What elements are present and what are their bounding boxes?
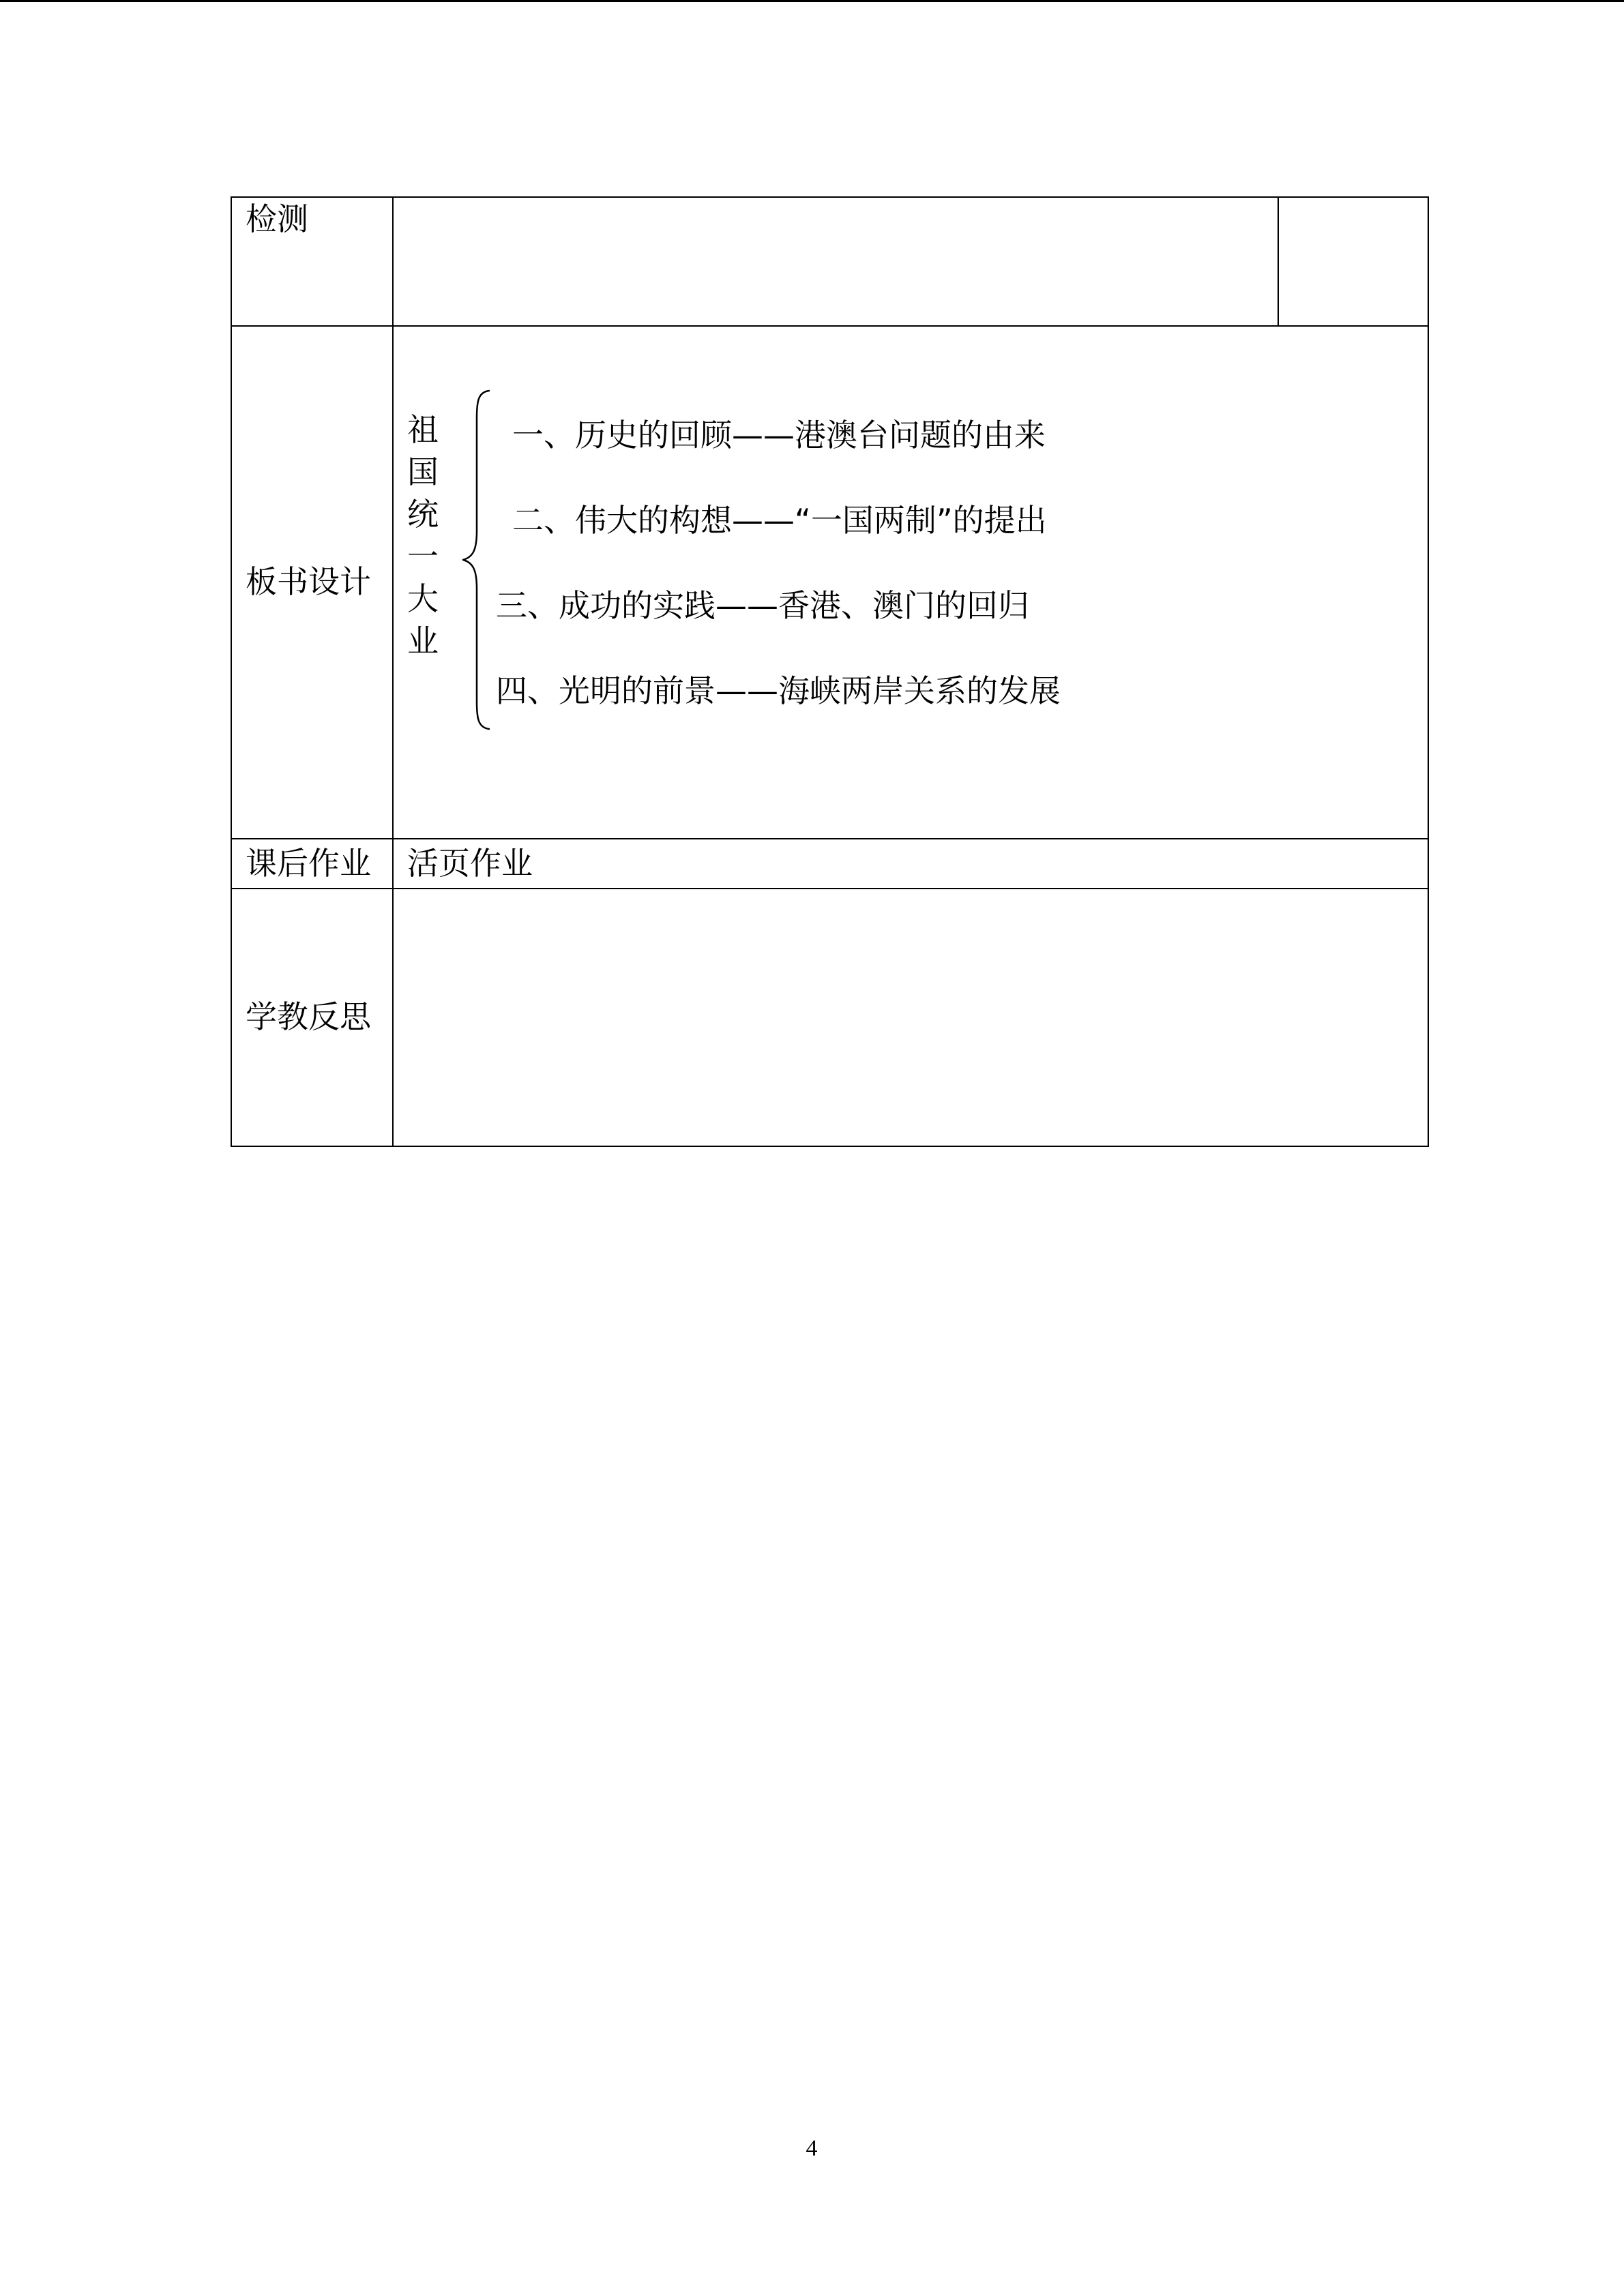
table-row-detection [231, 197, 1428, 326]
label-homework: 课后作业 [231, 839, 393, 889]
content-reflection [393, 889, 1428, 1146]
board-title-char: 统 [407, 496, 439, 533]
board-design-area [394, 327, 1428, 837]
lesson-plan-table [231, 196, 1429, 1147]
label-detection: 检测 [231, 197, 393, 326]
content-detection [393, 197, 1278, 326]
label-board-design: 板书设计 [231, 326, 393, 839]
board-title-char: 大 [407, 580, 439, 617]
board-title-char: 一 [407, 538, 439, 575]
board-item-2: 二、伟大的构想——“一国两制”的提出 [512, 502, 1047, 539]
table-row-reflection [231, 889, 1428, 1146]
label-reflection: 学教反思 [231, 889, 393, 1146]
board-title-char: 业 [407, 623, 439, 659]
table-row-homework [231, 839, 1428, 889]
page-number: 4 [806, 2136, 818, 2161]
content-board-design [393, 326, 1428, 839]
table-row-board-design [231, 326, 1428, 839]
curly-brace-icon [462, 389, 490, 730]
board-item-3: 三、成功的实践——香港、澳门的回归 [496, 587, 1029, 624]
content-homework: 活页作业 [393, 839, 1428, 889]
content-detection-extra [1278, 197, 1428, 326]
board-vertical-title [407, 408, 448, 662]
board-title-char: 国 [407, 453, 439, 490]
board-title-char: 祖 [407, 411, 439, 448]
board-item-1: 一、历史的回顾——港澳台问题的由来 [512, 417, 1046, 453]
top-border-line [0, 0, 1624, 2]
board-item-4: 四、光明的前景——海峡两岸关系的发展 [496, 672, 1061, 709]
